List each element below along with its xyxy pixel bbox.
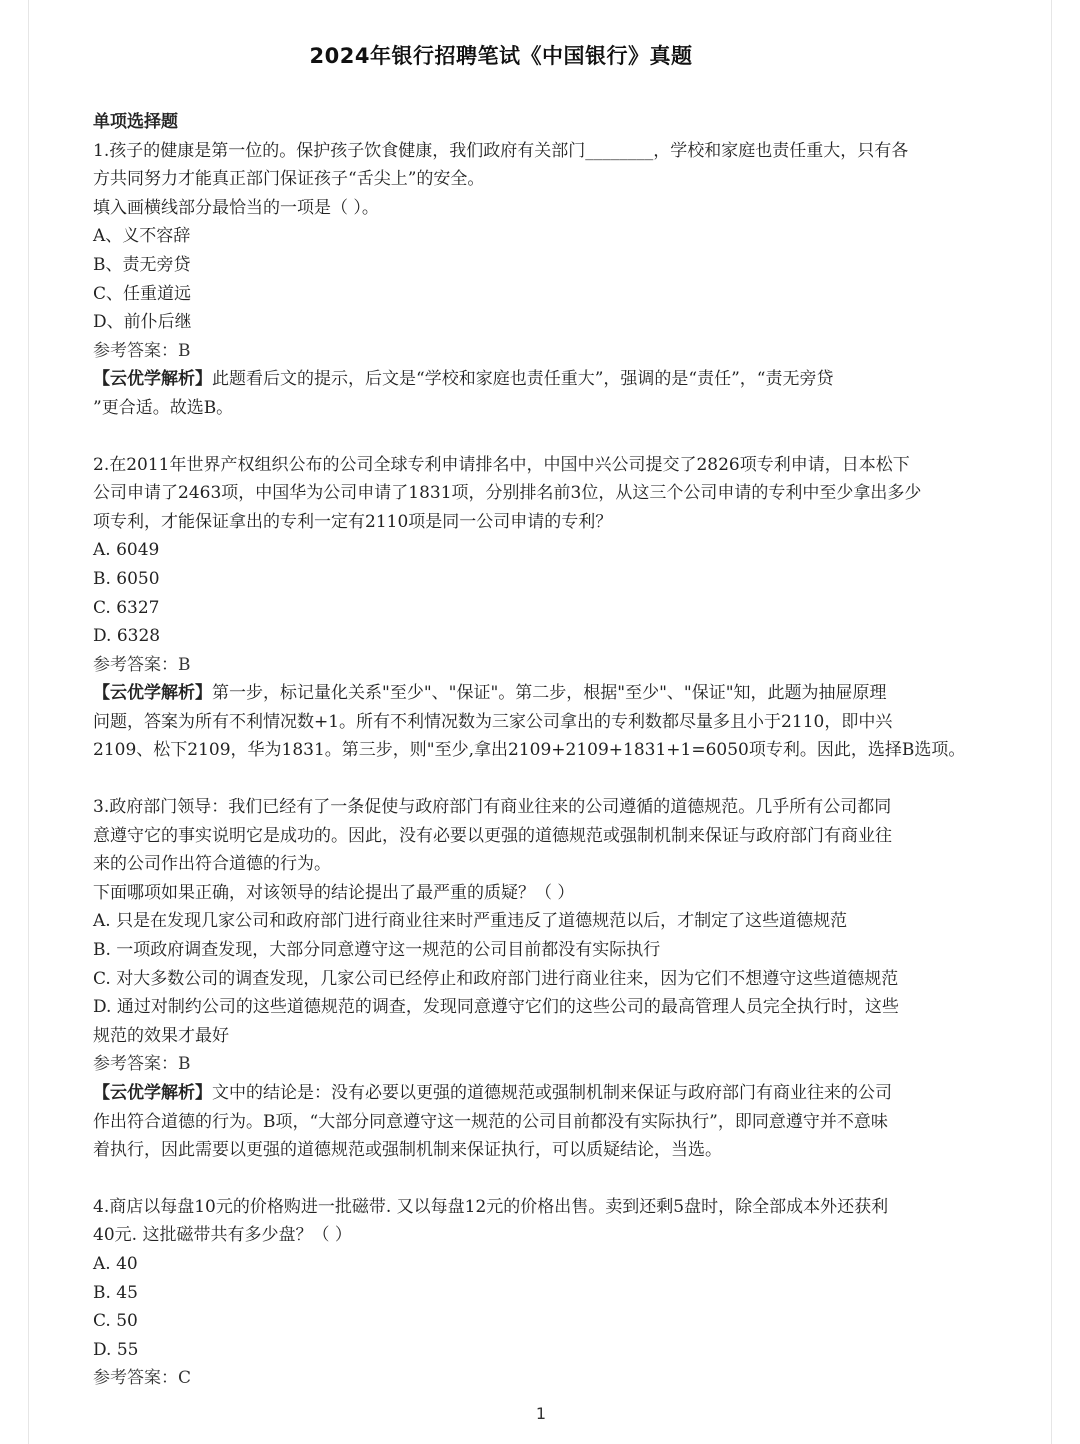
answer-option: C. 对大多数公司的调查发现，几家公司已经停止和政府部门进行商业往来，因为它们不想遵守这些道德规范 <box>93 968 899 989</box>
analysis-text: 第一步，标记量化关系"至少"、"保证"。第二步，根据"至少"、"保证"知，此题为抽屉原理 <box>212 683 887 704</box>
analysis-tag: 【云优学解析】 <box>93 1083 212 1103</box>
answer-option: D. 6328 <box>93 626 161 647</box>
document-title: 2024年银行招聘笔试《中国银行》真题 <box>309 44 693 68</box>
answer-option: A、义不容辞 <box>93 226 191 247</box>
analysis-line <box>93 365 1015 394</box>
analysis-line <box>93 679 1015 708</box>
answer-option: B、责无旁贷 <box>93 254 191 275</box>
question-stem-line: 4.商店以每盘10元的价格购进一批磁带. 又以每盘12元的价格出售。卖到还剩5盘时，除全部成本外还获利 <box>93 1196 889 1217</box>
question-stem-line: 1.孩子的健康是第一位的。保护孩子饮食健康，我们政府有关部门________，学校和家庭也责任重大，只有各 <box>93 140 909 161</box>
question-stem-line: 40元. 这批磁带共有多少盘？（ ） <box>93 1225 352 1246</box>
analysis-line: 作出符合道德的行为。B项，“大部分同意遵守这一规范的公司目前都没有实际执行”，即同意遵守并不意味 <box>93 1111 888 1132</box>
question-stem-line: 公司申请了2463项，中国华为公司申请了1831项，分别排名前3位，从这三个公司申请的专利中至少拿出多少 <box>93 483 922 504</box>
spacer <box>93 765 1015 793</box>
reference-answer: 参考答案：B <box>93 1054 191 1075</box>
question-stem-line: 意遵守它的事实说明它是成功的。因此，没有必要以更强的道德规范或强制机制来保证与政府部门有商业往 <box>93 825 892 846</box>
document-page <box>28 0 1052 1444</box>
reference-answer: 参考答案：C <box>93 1368 192 1389</box>
question-1 <box>93 137 1015 423</box>
answer-option: B. 6050 <box>93 568 160 589</box>
answer-option: C、任重道远 <box>93 283 192 304</box>
question-3 <box>93 793 1015 1165</box>
document-body <box>93 108 1015 1393</box>
reference-answer: 参考答案：B <box>93 340 191 361</box>
answer-option: 规范的效果才最好 <box>93 1025 229 1046</box>
question-stem-line: 方共同努力才能真正部门保证孩子“舌尖上”的安全。 <box>93 169 485 190</box>
analysis-line: 着执行，因此需要以更强的道德规范或强制机制来保证执行，可以质疑结论，当选。 <box>93 1140 722 1161</box>
answer-option: C. 6327 <box>93 597 160 618</box>
analysis-text: 文中的结论是：没有必要以更强的道德规范或强制机制来保证与政府部门有商业往来的公司 <box>212 1083 892 1103</box>
question-stem-line: 来的公司作出符合道德的行为。 <box>93 854 331 875</box>
reference-answer: 参考答案：B <box>93 654 191 675</box>
question-stem-line: 下面哪项如果正确，对该领导的结论提出了最严重的质疑？（ ） <box>93 882 575 903</box>
answer-option: A. 只是在发现几家公司和政府部门进行商业往来时严重违反了道德规范以后，才制定了这些道德规范 <box>93 911 848 932</box>
analysis-line <box>93 1079 1015 1108</box>
spacer <box>93 423 1015 451</box>
analysis-line: ”更合适。故选B。 <box>93 397 234 418</box>
question-stem-line: 填入画横线部分最恰当的一项是（ ）。 <box>93 197 379 218</box>
spacer <box>93 1165 1015 1193</box>
question-2 <box>93 451 1015 766</box>
question-stem-line: 2.在2011年世界产权组织公布的公司全球专利申请排名中，中国中兴公司提交了2826项专利申请，日本松下 <box>93 454 910 475</box>
analysis-line: 问题，答案为所有不利情况数+1。所有不利情况数为三家公司拿出的专利数都尽量多且小于2110，即中兴 <box>93 711 893 732</box>
answer-option: D. 通过对制约公司的这些道德规范的调查，发现同意遵守它们的这些公司的最高管理人员完全执行时，这些 <box>93 997 899 1018</box>
answer-option: B. 一项政府调查发现，大部分同意遵守这一规范的公司目前都没有实际执行 <box>93 940 661 961</box>
analysis-tag: 【云优学解析】 <box>93 369 212 390</box>
question-4 <box>93 1193 1015 1393</box>
answer-option: D. 55 <box>93 1339 139 1360</box>
answer-option: D、前仆后继 <box>93 312 192 333</box>
question-stem-line: 3.政府部门领导：我们已经有了一条促使与政府部门有商业往来的公司遵循的道德规范。几乎所有公司都同 <box>93 797 892 818</box>
answer-option: A. 40 <box>93 1253 138 1274</box>
analysis-tag: 【云优学解析】 <box>93 683 212 704</box>
answer-option: C. 50 <box>93 1311 138 1332</box>
question-stem-line: 项专利，才能保证拿出的专利一定有2110项是同一公司申请的专利？ <box>93 511 613 532</box>
answer-option: A. 6049 <box>93 540 160 561</box>
answer-option: B. 45 <box>93 1282 138 1303</box>
analysis-text: 此题看后文的提示，后文是“学校和家庭也责任重大”，强调的是“责任”，“责无旁贷 <box>212 369 834 390</box>
analysis-line: 2109、松下2109，华为1831。第三步，则"至少,拿出2109+2109+1831+1=6050项专利。因此，选择B选项。 <box>93 740 966 761</box>
section-title: 单项选择题 <box>93 112 178 132</box>
page-number: 1 <box>535 1404 547 1423</box>
